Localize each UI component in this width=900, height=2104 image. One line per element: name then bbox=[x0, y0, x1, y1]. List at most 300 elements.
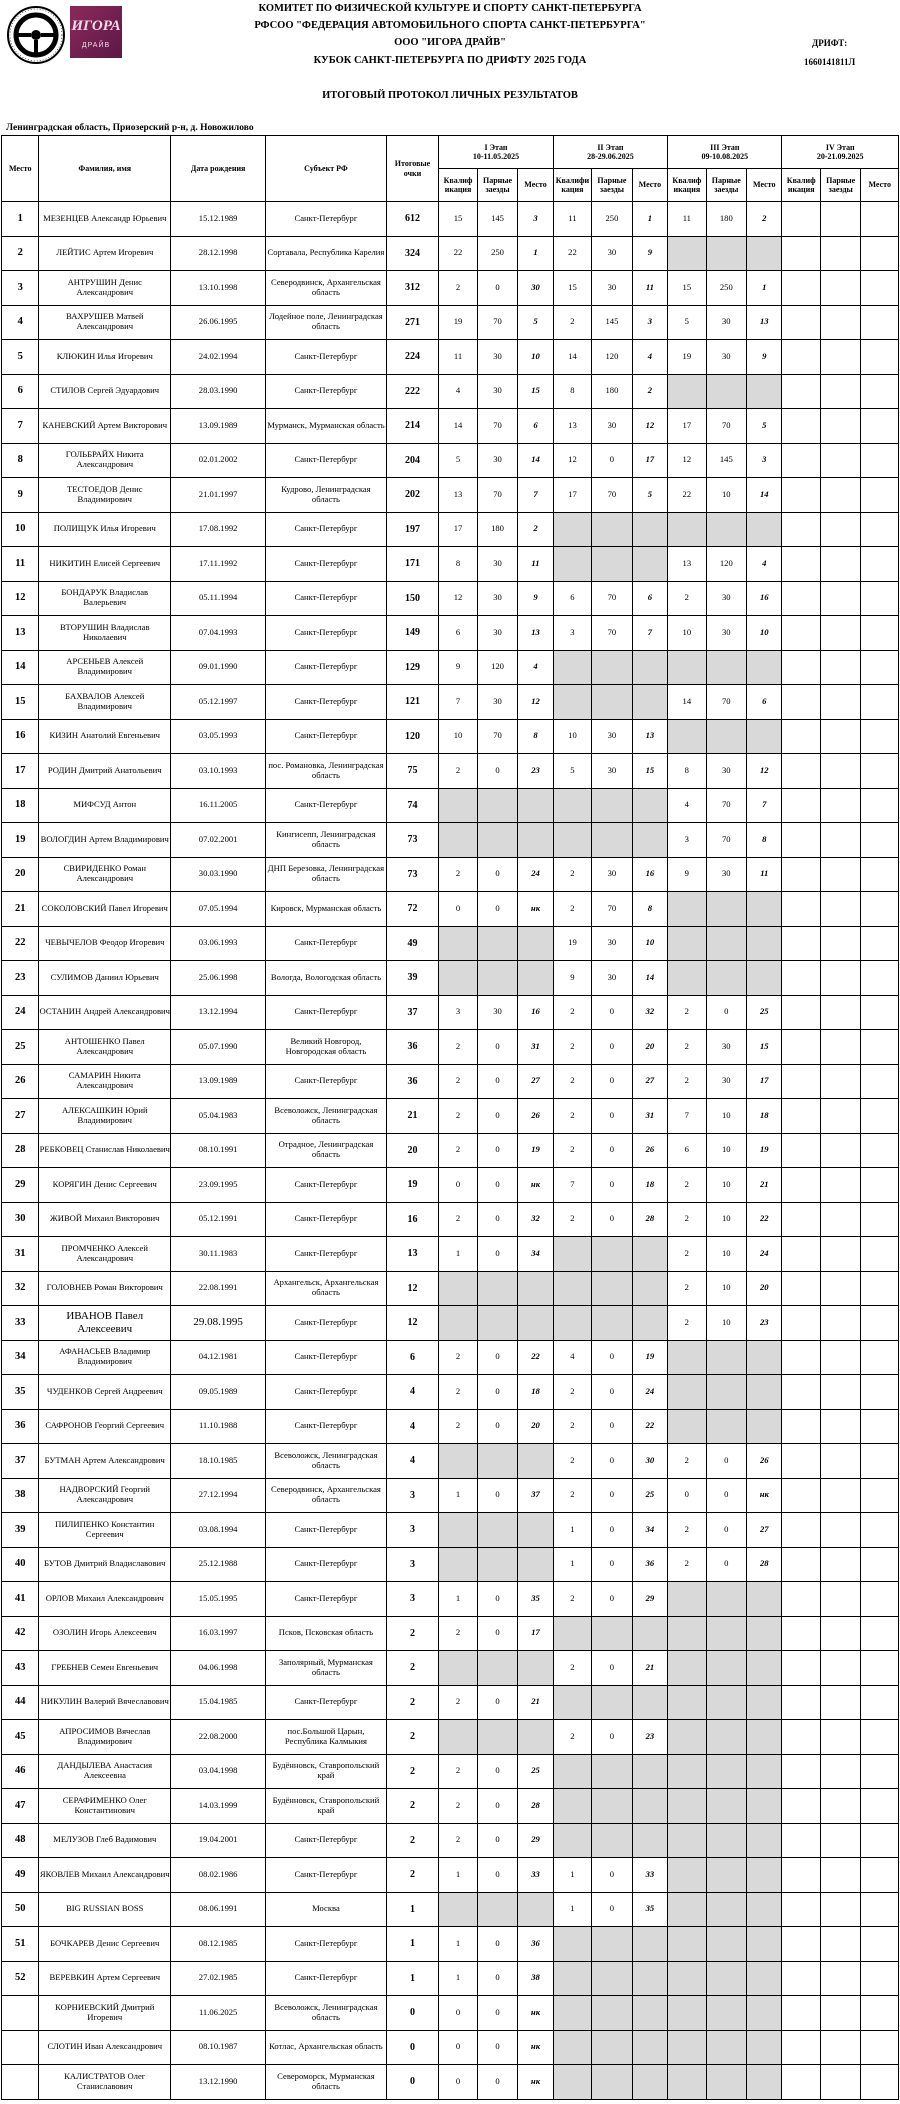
stage-2-place-cell: 8 bbox=[632, 892, 667, 927]
stage-3-qualification-cell bbox=[668, 1961, 706, 1996]
stage-3-pair-runs-cell bbox=[706, 1582, 746, 1617]
stage-2-pair-runs-cell bbox=[592, 1306, 632, 1341]
stage-3-place-cell: 8 bbox=[747, 823, 782, 858]
stage-4-pair-runs-cell bbox=[820, 823, 860, 858]
dob-cell: 24.02.1994 bbox=[171, 340, 266, 375]
stage-2-qualification-cell: 13 bbox=[553, 409, 591, 444]
stage-4-qualification-cell bbox=[782, 1271, 820, 1306]
stage-2-place-cell: 36 bbox=[632, 1547, 667, 1582]
stage-4-place-cell bbox=[861, 1513, 899, 1548]
table-row bbox=[2, 995, 899, 1030]
stage-3-qualification-cell: 2 bbox=[668, 1444, 706, 1479]
stage-3-qualification-cell: 0 bbox=[668, 1478, 706, 1513]
stage-2-place-cell: 3 bbox=[632, 305, 667, 340]
dob-cell: 15.12.1989 bbox=[171, 202, 266, 237]
stage-2-place-cell: 14 bbox=[632, 961, 667, 996]
name-cell: ЧЕВЫЧЕЛОВ Феодор Игоревич bbox=[39, 926, 171, 961]
stage-4-place-cell bbox=[861, 1444, 899, 1479]
table-row bbox=[2, 1340, 899, 1375]
stage-1-place-cell: 37 bbox=[518, 1478, 553, 1513]
stage-1-place-cell: нк bbox=[518, 1168, 553, 1203]
stage-1-qualification-cell: 2 bbox=[439, 1064, 477, 1099]
stage-4-place-cell bbox=[861, 409, 899, 444]
stage-2-qualification-cell: 19 bbox=[553, 926, 591, 961]
name-cell: САМАРИН Никита Александрович bbox=[39, 1064, 171, 1099]
name-cell: ГРЕБНЕВ Семен Евгеньевич bbox=[39, 1651, 171, 1686]
name-cell: АФАНАСЬЕВ Владимир Владимирович bbox=[39, 1340, 171, 1375]
stage-2-pair-runs-cell bbox=[592, 1996, 632, 2031]
dob-cell: 08.02.1986 bbox=[171, 1858, 266, 1893]
stage-1-place-cell: 34 bbox=[518, 1237, 553, 1272]
stage-2-pair-runs-cell bbox=[592, 1271, 632, 1306]
stage-4-place-cell bbox=[861, 1375, 899, 1410]
stage-2-place-cell: 4 bbox=[632, 340, 667, 375]
stage-1-place-cell: нк bbox=[518, 2065, 553, 2100]
table-row bbox=[2, 961, 899, 996]
stage-4-pair-runs-cell bbox=[820, 788, 860, 823]
stage-3-qualification-cell bbox=[668, 1754, 706, 1789]
stage-1-qualification-cell bbox=[439, 1306, 477, 1341]
stage-3-pair-runs-cell bbox=[706, 719, 746, 754]
dob-cell: 07.02.2001 bbox=[171, 823, 266, 858]
stage-4-qualification-cell bbox=[782, 857, 820, 892]
stage-2-qualification-cell: 2 bbox=[553, 995, 591, 1030]
stage-4-pair-runs-cell bbox=[820, 478, 860, 513]
stage-2-pair-runs-cell bbox=[592, 685, 632, 720]
total-points-cell: 271 bbox=[386, 305, 439, 340]
stage-3-qualification-cell: 3 bbox=[668, 823, 706, 858]
stage-2-qualification-cell: 3 bbox=[553, 616, 591, 651]
stage-3-place-cell: 21 bbox=[747, 1168, 782, 1203]
region-cell: Сортавала, Республика Карелия bbox=[266, 236, 386, 271]
stage-2-place-cell: 13 bbox=[632, 719, 667, 754]
total-points-cell: 0 bbox=[386, 2065, 439, 2100]
stage-1-place-cell: 23 bbox=[518, 754, 553, 789]
stage-2-qualification-cell: 9 bbox=[553, 961, 591, 996]
stage-4-place-cell bbox=[861, 1961, 899, 1996]
name-cell: КИЗИН Анатолий Евгеньевич bbox=[39, 719, 171, 754]
total-points-cell: 12 bbox=[386, 1271, 439, 1306]
stage-3-place-cell bbox=[747, 1720, 782, 1755]
stage-4-place-cell bbox=[861, 1789, 899, 1824]
stage-2-pair-runs-cell: 180 bbox=[592, 374, 632, 409]
region-cell: Санкт-Петербург bbox=[266, 512, 386, 547]
steering-wheel-logo-icon bbox=[6, 5, 66, 65]
stage-2-qualification-cell bbox=[553, 1823, 591, 1858]
stage-4-place-cell bbox=[861, 1099, 899, 1134]
stage-1-place-cell: 3 bbox=[518, 202, 553, 237]
stage-3-place-cell: 16 bbox=[747, 581, 782, 616]
stage-1-pair-runs-cell: 0 bbox=[477, 1409, 517, 1444]
stage-3-qualification-cell: 12 bbox=[668, 443, 706, 478]
stage-2-pair-runs-cell bbox=[592, 650, 632, 685]
region-cell: пос.Большой Царын, Республика Калмыкия bbox=[266, 1720, 386, 1755]
dob-cell: 08.10.1991 bbox=[171, 1133, 266, 1168]
stage-4-qualification-cell bbox=[782, 1616, 820, 1651]
stage-4-pair-runs-cell bbox=[820, 1133, 860, 1168]
stage-2-place-cell bbox=[632, 1927, 667, 1962]
region-cell: пос. Романовка, Ленинградская область bbox=[266, 754, 386, 789]
stage-1-pair-runs-cell: 180 bbox=[477, 512, 517, 547]
stage-1-pair-runs-cell: 0 bbox=[477, 1237, 517, 1272]
place-cell: 45 bbox=[2, 1720, 39, 1755]
stage-4-pair-runs-cell bbox=[820, 857, 860, 892]
stage-3-qualification-cell: 13 bbox=[668, 547, 706, 582]
dob-cell: 23.09.1995 bbox=[171, 1168, 266, 1203]
stage-1-place-cell: 29 bbox=[518, 1823, 553, 1858]
stage-1-pair-runs-cell: 70 bbox=[477, 305, 517, 340]
stage-1-pair-runs-cell: 250 bbox=[477, 236, 517, 271]
stage-4-header: IV Этап 20-21.09.2025 bbox=[782, 136, 899, 169]
table-row bbox=[2, 202, 899, 237]
stage-2-qualification-cell: 2 bbox=[553, 1202, 591, 1237]
stage-3-place-cell: 7 bbox=[747, 788, 782, 823]
stage-1-place-cell: нк bbox=[518, 2030, 553, 2065]
stage-1-place-cell: нк bbox=[518, 892, 553, 927]
stage-3-place-cell: 20 bbox=[747, 1271, 782, 1306]
header-line-3: ООО "ИГОРА ДРАЙВ" bbox=[394, 37, 506, 48]
total-points-cell: 2 bbox=[386, 1754, 439, 1789]
stage-3-pair-runs-cell: 70 bbox=[706, 823, 746, 858]
dob-cell: 21.01.1997 bbox=[171, 478, 266, 513]
stage-2-place-cell bbox=[632, 685, 667, 720]
stage-3-place-cell bbox=[747, 1685, 782, 1720]
table-row bbox=[2, 650, 899, 685]
dob-cell: 07.04.1993 bbox=[171, 616, 266, 651]
stage-4-place-cell bbox=[861, 2065, 899, 2100]
stage-3-pair-runs-cell bbox=[706, 926, 746, 961]
stage-2-pair-runs-cell: 250 bbox=[592, 202, 632, 237]
stage-1-qualification-cell: 7 bbox=[439, 685, 477, 720]
stage-4-pair-runs-cell bbox=[820, 1099, 860, 1134]
stage-3-qualification-cell bbox=[668, 892, 706, 927]
stage-3-qualification-cell bbox=[668, 1858, 706, 1893]
sub-qualification: Квалиф икация bbox=[668, 169, 706, 202]
stage-1-place-cell: 13 bbox=[518, 616, 553, 651]
table-row bbox=[2, 1996, 899, 2031]
stage-4-pair-runs-cell bbox=[820, 1375, 860, 1410]
stage-1-pair-runs-cell: 30 bbox=[477, 374, 517, 409]
stage-1-pair-runs-cell: 70 bbox=[477, 719, 517, 754]
table-row bbox=[2, 1651, 899, 1686]
stage-2-pair-runs-cell: 145 bbox=[592, 305, 632, 340]
stage-1-qualification-cell: 2 bbox=[439, 1375, 477, 1410]
stage-1-pair-runs-cell: 0 bbox=[477, 754, 517, 789]
stage-2-place-cell: 16 bbox=[632, 857, 667, 892]
stage-2-place-cell: 7 bbox=[632, 616, 667, 651]
stage-3-pair-runs-cell: 10 bbox=[706, 1237, 746, 1272]
table-row bbox=[2, 2030, 899, 2065]
dob-cell: 19.04.2001 bbox=[171, 1823, 266, 1858]
stage-2-pair-runs-cell bbox=[592, 547, 632, 582]
stage-3-pair-runs-cell bbox=[706, 1858, 746, 1893]
stage-1-pair-runs-cell: 0 bbox=[477, 1133, 517, 1168]
stage-4-pair-runs-cell bbox=[820, 340, 860, 375]
stage-3-place-cell: 28 bbox=[747, 1547, 782, 1582]
stage-1-place-cell: 22 bbox=[518, 1340, 553, 1375]
stage-3-qualification-cell bbox=[668, 1789, 706, 1824]
total-points-cell: 4 bbox=[386, 1409, 439, 1444]
stage-2-pair-runs-cell bbox=[592, 1754, 632, 1789]
dob-cell: 29.08.1995 bbox=[171, 1306, 266, 1341]
stage-3-place-cell bbox=[747, 892, 782, 927]
stage-4-qualification-cell bbox=[782, 2065, 820, 2100]
col-name: Фамилия, имя bbox=[39, 136, 171, 202]
stage-3-place-cell bbox=[747, 374, 782, 409]
stage-2-pair-runs-cell: 70 bbox=[592, 581, 632, 616]
stage-4-qualification-cell bbox=[782, 823, 820, 858]
name-cell: БАХВАЛОВ Алексей Владимирович bbox=[39, 685, 171, 720]
region-cell: Вологда, Вологодская область bbox=[266, 961, 386, 996]
stage-3-qualification-cell bbox=[668, 926, 706, 961]
stage-1-pair-runs-cell: 0 bbox=[477, 1616, 517, 1651]
stage-2-qualification-cell: 8 bbox=[553, 374, 591, 409]
stage-4-place-cell bbox=[861, 202, 899, 237]
stage-2-pair-runs-cell bbox=[592, 788, 632, 823]
stage-4-place-cell bbox=[861, 1478, 899, 1513]
stage-3-pair-runs-cell: 10 bbox=[706, 478, 746, 513]
stage-1-qualification-cell: 1 bbox=[439, 1858, 477, 1893]
stage-3-place-cell bbox=[747, 2065, 782, 2100]
stage-4-qualification-cell bbox=[782, 1133, 820, 1168]
stage-3-qualification-cell: 2 bbox=[668, 1030, 706, 1065]
stage-2-pair-runs-cell: 0 bbox=[592, 1444, 632, 1479]
name-cell: КОРЯГИН Денис Сергеевич bbox=[39, 1168, 171, 1203]
dob-cell: 09.05.1989 bbox=[171, 1375, 266, 1410]
stage-1-place-cell: 35 bbox=[518, 1582, 553, 1617]
table-header bbox=[2, 136, 899, 202]
region-cell: Санкт-Петербург bbox=[266, 1409, 386, 1444]
stage-4-place-cell bbox=[861, 547, 899, 582]
stage-4-pair-runs-cell bbox=[820, 1237, 860, 1272]
stage-4-pair-runs-cell bbox=[820, 892, 860, 927]
region-cell: Северодвинск, Архангельская область bbox=[266, 271, 386, 306]
stage-1-pair-runs-cell: 0 bbox=[477, 1685, 517, 1720]
total-points-cell: 20 bbox=[386, 1133, 439, 1168]
stage-3-qualification-cell bbox=[668, 2030, 706, 2065]
stage-1-pair-runs-cell: 0 bbox=[477, 892, 517, 927]
stage-2-qualification-cell: 4 bbox=[553, 1340, 591, 1375]
stage-1-pair-runs-cell: 0 bbox=[477, 1754, 517, 1789]
stage-4-qualification-cell bbox=[782, 581, 820, 616]
stage-3-qualification-cell: 2 bbox=[668, 1202, 706, 1237]
total-points-cell: 1 bbox=[386, 1892, 439, 1927]
stage-3-qualification-cell bbox=[668, 1340, 706, 1375]
stage-3-place-cell: 3 bbox=[747, 443, 782, 478]
stage-1-place-cell: 9 bbox=[518, 581, 553, 616]
stage-3-place-cell: 27 bbox=[747, 1513, 782, 1548]
place-cell: 40 bbox=[2, 1547, 39, 1582]
stage-4-place-cell bbox=[861, 857, 899, 892]
table-row bbox=[2, 512, 899, 547]
stage-3-pair-runs-cell: 250 bbox=[706, 271, 746, 306]
region-cell: Санкт-Петербург bbox=[266, 1858, 386, 1893]
stage-3-qualification-cell bbox=[668, 1582, 706, 1617]
stage-1-place-cell bbox=[518, 1892, 553, 1927]
stage-3-qualification-cell: 15 bbox=[668, 271, 706, 306]
stage-1-pair-runs-cell bbox=[477, 1651, 517, 1686]
stage-2-pair-runs-cell: 0 bbox=[592, 1513, 632, 1548]
place-cell: 8 bbox=[2, 443, 39, 478]
stage-1-qualification-cell: 2 bbox=[439, 857, 477, 892]
stage-1-pair-runs-cell bbox=[477, 1547, 517, 1582]
stage-1-pair-runs-cell bbox=[477, 1892, 517, 1927]
stage-1-qualification-cell: 2 bbox=[439, 1823, 477, 1858]
stage-4-pair-runs-cell bbox=[820, 236, 860, 271]
dob-cell: 15.04.1985 bbox=[171, 1685, 266, 1720]
stage-1-pair-runs-cell: 0 bbox=[477, 2065, 517, 2100]
region-cell: Кудрово, Ленинградская область bbox=[266, 478, 386, 513]
stage-1-qualification-cell: 6 bbox=[439, 616, 477, 651]
place-cell: 42 bbox=[2, 1616, 39, 1651]
table-row bbox=[2, 1168, 899, 1203]
stage-3-pair-runs-cell bbox=[706, 1961, 746, 1996]
stage-1-pair-runs-cell: 30 bbox=[477, 340, 517, 375]
stage-1-qualification-cell bbox=[439, 1444, 477, 1479]
total-points-cell: 1 bbox=[386, 1961, 439, 1996]
stage-3-pair-runs-cell: 30 bbox=[706, 305, 746, 340]
stage-3-qualification-cell: 2 bbox=[668, 1237, 706, 1272]
col-region: Субъект РФ bbox=[266, 136, 386, 202]
place-cell: 36 bbox=[2, 1409, 39, 1444]
place-cell: 20 bbox=[2, 857, 39, 892]
stage-2-qualification-cell: 7 bbox=[553, 1168, 591, 1203]
stage-2-qualification-cell: 2 bbox=[553, 305, 591, 340]
dob-cell: 08.06.1991 bbox=[171, 1892, 266, 1927]
stage-2-place-cell: 5 bbox=[632, 478, 667, 513]
stage-4-pair-runs-cell bbox=[820, 1444, 860, 1479]
stage-3-qualification-cell: 2 bbox=[668, 581, 706, 616]
stage-2-place-cell: 20 bbox=[632, 1030, 667, 1065]
stage-1-pair-runs-cell: 0 bbox=[477, 1789, 517, 1824]
dob-cell: 17.11.1992 bbox=[171, 547, 266, 582]
region-cell: Санкт-Петербург bbox=[266, 1375, 386, 1410]
stage-1-qualification-cell bbox=[439, 1513, 477, 1548]
stage-1-qualification-cell: 5 bbox=[439, 443, 477, 478]
dob-cell: 03.05.1993 bbox=[171, 719, 266, 754]
stage-4-place-cell bbox=[861, 1754, 899, 1789]
stage-3-qualification-cell: 17 bbox=[668, 409, 706, 444]
stage-3-place-cell: 19 bbox=[747, 1133, 782, 1168]
place-cell: 11 bbox=[2, 547, 39, 582]
stage-4-place-cell bbox=[861, 961, 899, 996]
stage-3-place-cell: 1 bbox=[747, 271, 782, 306]
stage-1-place-cell: 36 bbox=[518, 1927, 553, 1962]
stage-1-qualification-cell bbox=[439, 926, 477, 961]
place-cell: 44 bbox=[2, 1685, 39, 1720]
dob-cell: 28.03.1990 bbox=[171, 374, 266, 409]
dob-cell: 16.03.1997 bbox=[171, 1616, 266, 1651]
stage-1-qualification-cell: 1 bbox=[439, 1927, 477, 1962]
stage-4-qualification-cell bbox=[782, 1099, 820, 1134]
place-cell: 52 bbox=[2, 1961, 39, 1996]
region-cell: Санкт-Петербург bbox=[266, 202, 386, 237]
stage-4-qualification-cell bbox=[782, 478, 820, 513]
stage-3-qualification-cell bbox=[668, 1892, 706, 1927]
table-row bbox=[2, 1409, 899, 1444]
stage-4-qualification-cell bbox=[782, 788, 820, 823]
stage-2-place-cell bbox=[632, 1996, 667, 2031]
total-points-cell: 39 bbox=[386, 961, 439, 996]
stage-3-pair-runs-cell: 0 bbox=[706, 1547, 746, 1582]
table-row bbox=[2, 1513, 899, 1548]
stage-3-pair-runs-cell bbox=[706, 650, 746, 685]
stage-2-qualification-cell: 2 bbox=[553, 1444, 591, 1479]
stage-4-pair-runs-cell bbox=[820, 1685, 860, 1720]
stage-2-place-cell: 35 bbox=[632, 1892, 667, 1927]
dob-cell: 27.12.1994 bbox=[171, 1478, 266, 1513]
name-cell: ОРЛОВ Михаил Александрович bbox=[39, 1582, 171, 1617]
stage-3-qualification-cell bbox=[668, 1651, 706, 1686]
name-cell: КОРНИЕВСКИЙ Дмитрий Игоревич bbox=[39, 1996, 171, 2031]
name-cell: БУТОВ Дмитрий Владиславович bbox=[39, 1547, 171, 1582]
name-cell: КЛЮКИН Илья Игоревич bbox=[39, 340, 171, 375]
stage-3-place-cell bbox=[747, 1789, 782, 1824]
stage-4-place-cell bbox=[861, 1237, 899, 1272]
region-cell: Москва bbox=[266, 1892, 386, 1927]
table-row bbox=[2, 1064, 899, 1099]
stage-2-pair-runs-cell: 120 bbox=[592, 340, 632, 375]
region-cell: Санкт-Петербург bbox=[266, 995, 386, 1030]
stage-1-qualification-cell: 22 bbox=[439, 236, 477, 271]
dob-cell: 02.01.2002 bbox=[171, 443, 266, 478]
stage-4-place-cell bbox=[861, 305, 899, 340]
stage-4-place-cell bbox=[861, 1823, 899, 1858]
stage-1-qualification-cell: 2 bbox=[439, 271, 477, 306]
stage-3-place-cell: 4 bbox=[747, 547, 782, 582]
stage-3-place-cell bbox=[747, 1996, 782, 2031]
stage-1-qualification-cell: 2 bbox=[439, 1754, 477, 1789]
stage-2-pair-runs-cell: 0 bbox=[592, 443, 632, 478]
total-points-cell: 1 bbox=[386, 1927, 439, 1962]
stage-1-qualification-cell: 2 bbox=[439, 754, 477, 789]
stage-3-place-cell: 9 bbox=[747, 340, 782, 375]
stage-2-place-cell bbox=[632, 512, 667, 547]
stage-1-pair-runs-cell: 0 bbox=[477, 1030, 517, 1065]
table-row bbox=[2, 788, 899, 823]
stage-1-qualification-cell bbox=[439, 788, 477, 823]
stage-4-pair-runs-cell bbox=[820, 754, 860, 789]
total-points-cell: 36 bbox=[386, 1064, 439, 1099]
stage-1-qualification-cell: 3 bbox=[439, 995, 477, 1030]
stage-2-place-cell: 26 bbox=[632, 1133, 667, 1168]
name-cell: ЯКОВЛЕВ Михаил Александрович bbox=[39, 1858, 171, 1893]
stage-4-pair-runs-cell bbox=[820, 305, 860, 340]
stage-2-place-cell bbox=[632, 1306, 667, 1341]
stage-2-qualification-cell bbox=[553, 1685, 591, 1720]
stage-3-pair-runs-cell bbox=[706, 1616, 746, 1651]
stage-3-pair-runs-cell bbox=[706, 2030, 746, 2065]
region-cell: Санкт-Петербург bbox=[266, 1961, 386, 1996]
stage-3-pair-runs-cell bbox=[706, 374, 746, 409]
total-points-cell: 2 bbox=[386, 1789, 439, 1824]
stage-3-place-cell: 11 bbox=[747, 857, 782, 892]
place-cell: 32 bbox=[2, 1271, 39, 1306]
stage-4-place-cell bbox=[861, 754, 899, 789]
sub-place: Место bbox=[747, 169, 782, 202]
stage-2-pair-runs-cell: 0 bbox=[592, 1651, 632, 1686]
stage-1-qualification-cell: 17 bbox=[439, 512, 477, 547]
name-cell: ПОЛИЩУК Илья Игоревич bbox=[39, 512, 171, 547]
name-cell: СУЛИМОВ Даниил Юрьевич bbox=[39, 961, 171, 996]
total-points-cell: 74 bbox=[386, 788, 439, 823]
stage-4-pair-runs-cell bbox=[820, 1961, 860, 1996]
region-cell: Санкт-Петербург bbox=[266, 1927, 386, 1962]
sub-pair-runs: Парные заезды bbox=[592, 169, 632, 202]
stage-4-pair-runs-cell bbox=[820, 374, 860, 409]
sub-qualification: Квалифи кация bbox=[553, 169, 591, 202]
stage-1-pair-runs-cell: 0 bbox=[477, 1858, 517, 1893]
